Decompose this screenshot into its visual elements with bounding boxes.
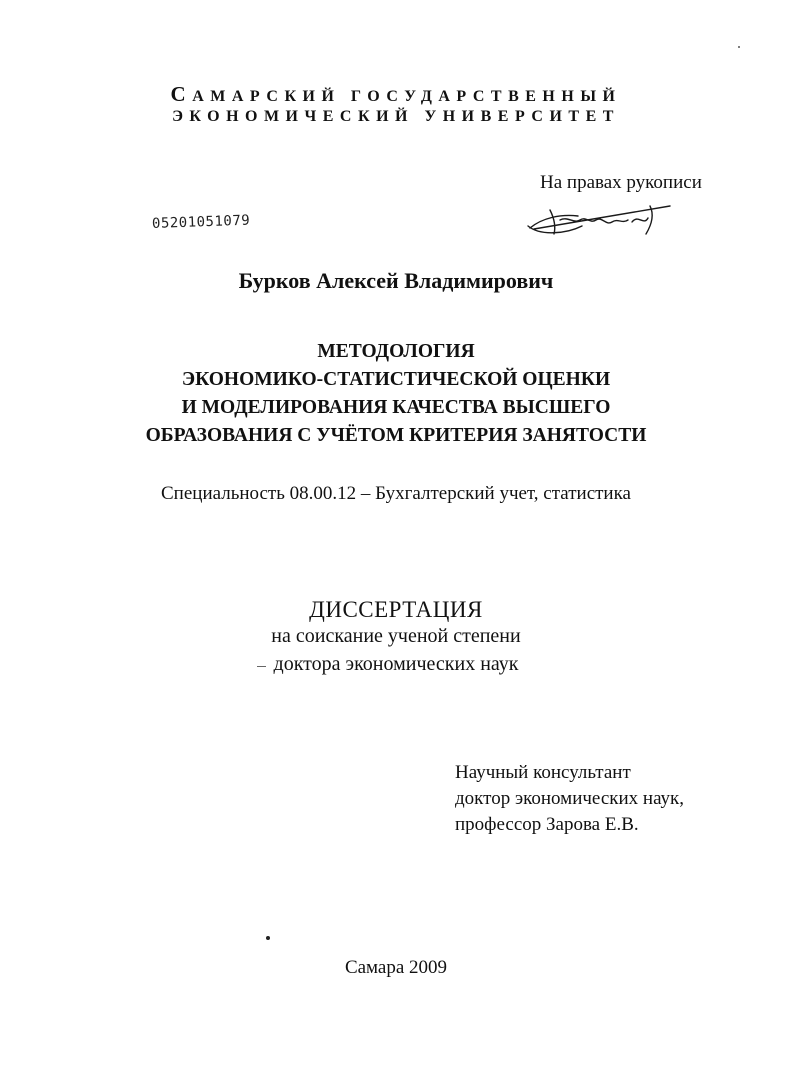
degree-line-2: доктора экономических наук <box>273 653 519 675</box>
title-line: ЭКОНОМИКО-СТАТИСТИЧЕСКОЙ ОЦЕНКИ <box>181 369 611 390</box>
dissertation-type: ДИССЕРТАЦИЯ <box>309 597 483 622</box>
dissertation-title <box>0 338 792 450</box>
author-name: Бурков Алексей Владимирович <box>238 268 554 293</box>
degree-line-1: на соискание ученой степени <box>271 625 521 647</box>
serial-number: 05201051079 <box>151 212 251 232</box>
advisor-name: профессор Зарова Е.В. <box>455 814 639 835</box>
city-year: Самара 2009 <box>344 957 448 978</box>
advisor-role: Научный консультант <box>455 762 631 783</box>
title-line: МЕТОДОЛОГИЯ <box>317 341 475 362</box>
scan-speck <box>738 46 740 48</box>
university-name-line-1: САМАРСКИЙ ГОСУДАРСТВЕННЫЙ <box>170 82 622 106</box>
scientific-advisor <box>455 760 684 838</box>
scan-dot <box>266 936 270 940</box>
specialty: Специальность 08.00.12 – Бухгалтерский учет, статистика <box>161 483 631 504</box>
rights-note: На правах рукописи <box>540 172 702 193</box>
signature-icon <box>520 196 680 245</box>
title-line: И МОДЕЛИРОВАНИЯ КАЧЕСТВА ВЫСШЕГО <box>181 397 611 418</box>
title-line: ОБРАЗОВАНИЯ С УЧЁТОМ КРИТЕРИЯ ЗАНЯТОСТИ <box>145 425 647 446</box>
university-name-line-2: ЭКОНОМИЧЕСКИЙ УНИВЕРСИТЕТ <box>172 108 620 125</box>
advisor-degree: доктор экономических наук, <box>455 788 685 809</box>
